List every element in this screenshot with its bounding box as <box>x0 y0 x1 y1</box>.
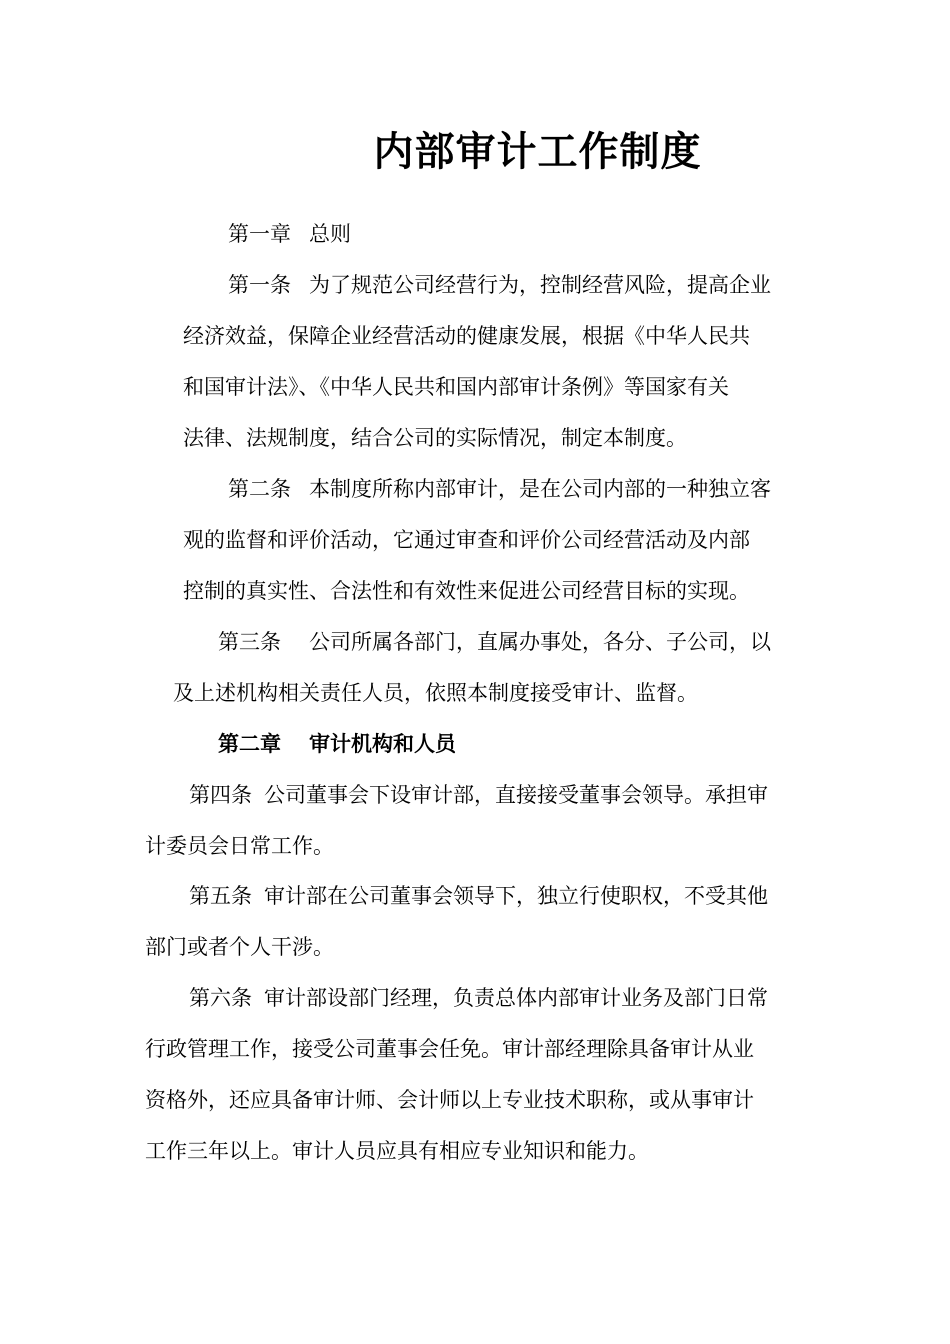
article-3-line-1 <box>218 627 771 657</box>
chapter-1-name: 总则 <box>309 222 351 246</box>
article-4-text: 公司董事会下设审计部，直接接受董事会领导。承担审 <box>264 783 768 807</box>
article-1-line-1 <box>228 270 771 300</box>
article-1-line-2: 经济效益，保障企业经营活动的健康发展，根据《中华人民共 <box>183 324 750 348</box>
article-2-line-3: 控制的真实性、合法性和有效性来促进公司经营目标的实现。 <box>183 579 750 603</box>
article-4-line-1 <box>189 780 768 810</box>
article-4-line-2: 计委员会日常工作。 <box>145 834 334 858</box>
chapter-2-label: 第二章 <box>218 732 281 756</box>
article-6-line-3: 资格外，还应具备审计师、会计师以上专业技术职称，或从事审计 <box>145 1088 754 1112</box>
article-5-line-2: 部门或者个人干涉。 <box>145 935 334 959</box>
article-4-label: 第四条 <box>189 783 252 807</box>
article-3-text: 公司所属各部门，直属办事处，各分、子公司，以 <box>309 630 771 654</box>
article-6-line-1 <box>189 983 768 1013</box>
article-6-line-4: 工作三年以上。审计人员应具有相应专业知识和能力。 <box>145 1139 649 1163</box>
article-3-line-2: 及上述机构相关责任人员，依照本制度接受审计、监督。 <box>173 681 698 705</box>
article-2-label: 第二条 <box>228 477 291 501</box>
article-1-text: 为了规范公司经营行为，控制经营风险，提高企业 <box>309 273 771 297</box>
chapter-2-name: 审计机构和人员 <box>309 732 456 756</box>
article-5-label: 第五条 <box>189 884 252 908</box>
article-2-line-2: 观的监督和评价活动，它通过审查和评价公司经营活动及内部 <box>183 528 750 552</box>
article-6-text: 审计部设部门经理，负责总体内部审计业务及部门日常 <box>264 986 768 1010</box>
article-1-line-3: 和国审计法》、《中华人民共和国内部审计条例》等国家有关 <box>183 375 729 399</box>
article-5-text: 审计部在公司董事会领导下，独立行使职权，不受其他 <box>264 884 768 908</box>
article-6-label: 第六条 <box>189 986 252 1010</box>
chapter-1-label: 第一章 <box>228 222 291 246</box>
article-5-line-1 <box>189 881 768 911</box>
article-3-label: 第三条 <box>218 630 281 654</box>
article-1-label: 第一条 <box>228 273 291 297</box>
article-2-text: 本制度所称内部审计，是在公司内部的一种独立客 <box>309 477 771 501</box>
article-6-line-2: 行政管理工作，接受公司董事会任免。审计部经理除具备审计从业 <box>145 1037 754 1061</box>
chapter-1-heading <box>228 219 351 249</box>
article-2-line-1 <box>228 474 771 504</box>
document-title: 内部审计工作制度 <box>373 129 702 175</box>
chapter-2-heading <box>218 729 456 759</box>
article-1-line-4: 法律、法规制度，结合公司的实际情况，制定本制度。 <box>183 426 687 450</box>
